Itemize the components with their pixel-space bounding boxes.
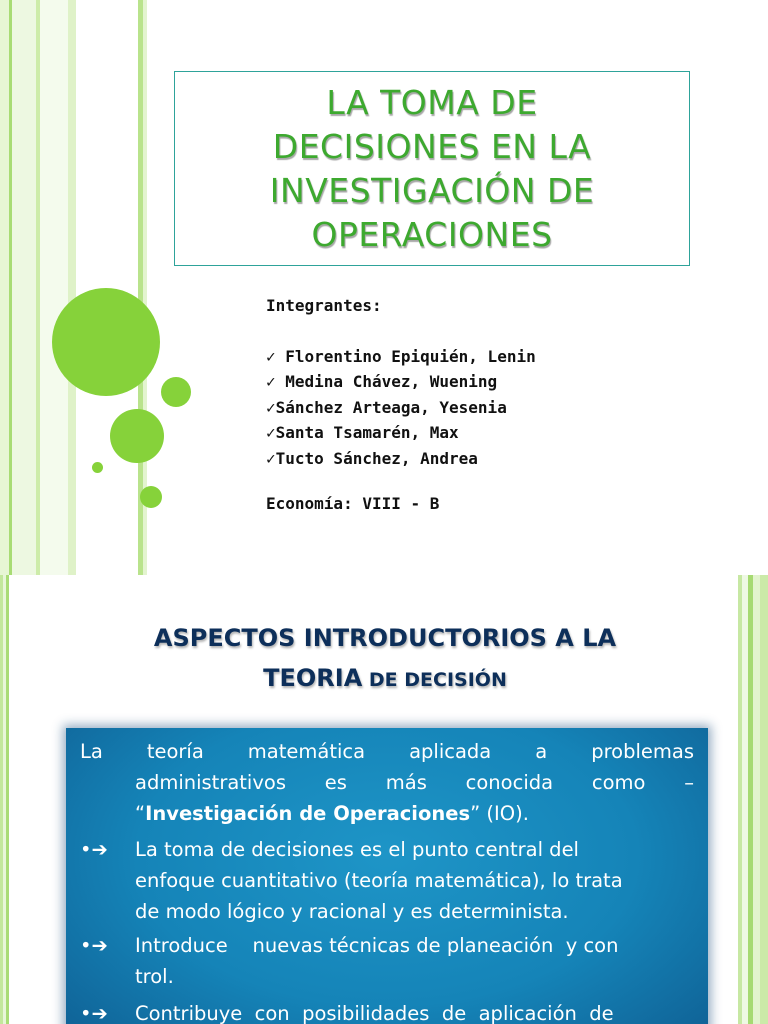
emphasis-term: Investigación de Operaciones — [145, 802, 471, 825]
decorative-stripe — [0, 0, 9, 575]
content-slide — [0, 575, 768, 1024]
text-line: Contribuye con posibilidades de aplicación de — [135, 1002, 614, 1024]
word: más — [385, 771, 427, 794]
decorative-stripe — [6, 575, 9, 1024]
quote-open: “ — [135, 802, 146, 825]
bullet-item — [80, 998, 749, 1024]
decorative-circle — [52, 288, 160, 396]
word: como — [591, 771, 646, 794]
word: aplicada — [409, 740, 492, 763]
title-box — [174, 71, 690, 266]
member-item: ✓Santa Tsamarén, Max — [266, 423, 459, 442]
arrow-bullet-icon: •➔ — [80, 838, 108, 861]
arrow-bullet-icon: •➔ — [80, 1002, 108, 1024]
text-line — [80, 736, 694, 767]
bullet-item — [80, 834, 749, 927]
text-line: Introduce nuevas técnicas de planeación y con — [135, 934, 619, 957]
text-fragment: (IO). — [480, 802, 529, 825]
arrow-bullet-icon: •➔ — [80, 934, 108, 957]
word: es — [324, 771, 347, 794]
bullet-item — [80, 930, 749, 992]
members-block — [266, 293, 626, 517]
text-line: de modo lógico y racional y es determinista. — [135, 900, 569, 923]
word: a — [535, 740, 548, 763]
member-item: ✓Sánchez Arteaga, Yesenia — [266, 397, 507, 417]
word: – — [684, 771, 694, 794]
decorative-stripe — [40, 0, 68, 575]
word: administrativos — [135, 771, 286, 794]
course-label: Economía: VIII - B — [266, 494, 440, 513]
slide-title — [212, 81, 652, 257]
member-item: ✓ Medina Chávez, Wuening — [266, 372, 498, 391]
text-line: La toma de decisiones es el punto central del — [135, 838, 579, 861]
members-label: Integrantes: — [266, 296, 382, 315]
text-line: trol. — [135, 965, 174, 988]
member-item: ✓ Florentino Epiquién, Lenin — [266, 346, 536, 366]
decorative-circle — [140, 486, 162, 508]
text-line — [80, 767, 694, 798]
text-line: enfoque cuantitativo (teoría matemática), lo trata — [135, 869, 623, 892]
intro-paragraph — [80, 736, 694, 829]
decorative-stripe — [68, 0, 76, 575]
title-line: LA TOMA DE — [326, 82, 538, 122]
decorative-stripe — [12, 0, 36, 575]
decorative-circle — [92, 462, 103, 473]
title-line: OPERACIONES — [311, 214, 553, 254]
content-box — [66, 728, 708, 1024]
title-line: INVESTIGACIÓN DE — [269, 170, 595, 210]
decorative-circle — [161, 377, 191, 407]
member-item: ✓Tucto Sánchez, Andrea — [266, 448, 478, 468]
word: teoría — [146, 740, 204, 763]
text-line — [80, 798, 694, 829]
decorative-stripe — [753, 575, 760, 1024]
heading-word: TEORIA — [263, 664, 363, 692]
word: matemática — [247, 740, 366, 763]
heading-line: ASPECTOS INTRODUCTORIOS A LA — [153, 624, 617, 652]
title-line: DECISIONES EN LA — [272, 126, 592, 166]
section-heading — [60, 618, 710, 701]
word: conocida — [465, 771, 554, 794]
quote-close: ” — [470, 802, 481, 825]
word: La — [80, 740, 103, 763]
decorative-circle — [110, 409, 164, 463]
word: problemas — [591, 740, 694, 763]
heading-smallcaps: DE DECISIÓN — [362, 669, 507, 691]
decorative-stripe — [760, 575, 768, 1024]
